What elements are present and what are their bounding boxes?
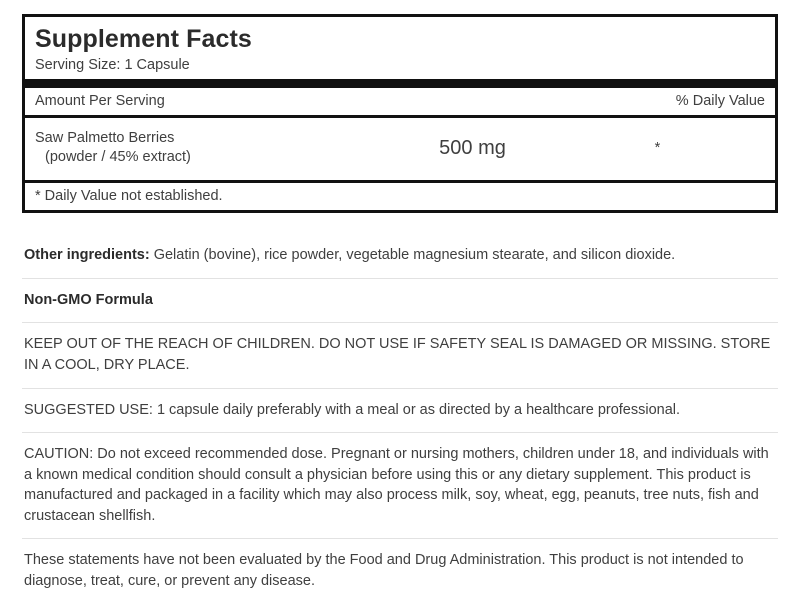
supplement-facts-panel: [22, 14, 778, 213]
other-ingredients-block: [22, 231, 778, 278]
other-ingredients-text: Gelatin (bovine), rice powder, vegetable magnesium stearate, and silicon dioxide.: [149, 247, 676, 264]
ingredient-name-cell: [35, 129, 365, 168]
ingredient-detail: (powder / 45% extract): [45, 149, 191, 166]
ingredient-daily-value: *: [654, 140, 661, 157]
non-gmo-block: [22, 279, 778, 323]
ingredient-amount: 500 mg: [439, 136, 506, 159]
caution-block: CAUTION: Do not exceed recommended dose. Pregnant or nursing mothers, children under 18, and individuals with a known medical condition should consult a physician before using this or any dietary supplement. This product is manufactured and packaged in a facility which may also process milk, soy, wheat, egg, peanuts, tree nuts, fish and crustacean shellfish.: [24, 446, 769, 524]
supplement-facts-header: [25, 17, 775, 79]
column-headers-row: [25, 88, 775, 115]
amount-per-serving-header: Amount Per Serving: [35, 93, 165, 110]
supplement-facts-title: Supplement Facts: [35, 25, 252, 53]
other-ingredients-label: Other ingredients:: [24, 247, 150, 264]
ingredient-name: Saw Palmetto Berries: [35, 129, 175, 146]
table-row: [25, 118, 775, 180]
fda-disclaimer-block: These statements have not been evaluated by the Food and Drug Administration. This product is not intended to diagnose, treat, cure, or prevent any disease.: [24, 552, 744, 590]
label-text-blocks: [22, 213, 778, 603]
suggested-use-block: SUGGESTED USE: 1 capsule daily preferably with a meal or as directed by a healthcare professional.: [24, 401, 681, 418]
non-gmo-label: Non-GMO Formula: [24, 291, 153, 308]
panel-thick-rule: [25, 79, 775, 88]
daily-value-footnote: * Daily Value not established.: [35, 188, 223, 205]
daily-value-header: % Daily Value: [675, 93, 765, 110]
warning-block: KEEP OUT OF THE REACH OF CHILDREN. DO NOT USE IF SAFETY SEAL IS DAMAGED OR MISSING. STORE IN A COOL, DRY PLACE.: [24, 336, 771, 373]
serving-size: Serving Size: 1 Capsule: [35, 57, 190, 74]
